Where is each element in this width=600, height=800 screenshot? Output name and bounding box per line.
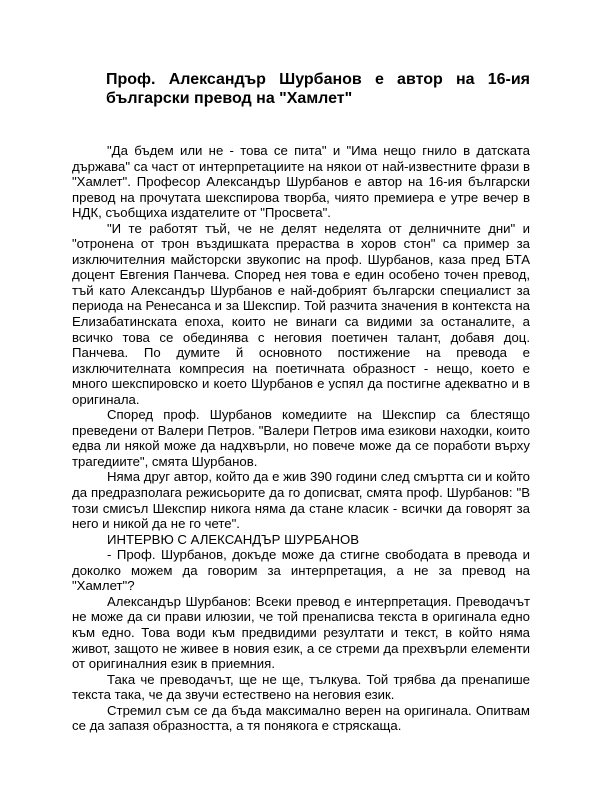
body-paragraph: "И те работят тъй, че не делят неделята от делничните дни" и "отронена от трон въздишката прераства в хоров стон" са пример за изключителния майсторски звукопис на проф. Шурбанов, каза пред БТА доцент Евгения Панчева. Според нея това е един особено точен превод, тъй като Александър Шурбанов е най-добрият български специалист за периода на Ренесанса и за Шекспир. Той разчита значения в контекста на Елизабатинската епоха, които не винаги са видими за останалите, а всичко това се обединява с неговия поетичен талант, добавя доц. Панчева. По думите й основното постижение на превода е изключителната компресия на поетичната образност - нещо, което е много шекспировско и което Шурбанов е успял да постигне адекватно и в оригинала. <box>72 220 530 407</box>
interview-answer: Стремил съм се да бъда максимално верен на оригинала. Опитвам се да запазя образността, а тя понякога е стряскаща. <box>72 702 530 734</box>
interview-answer: Така че преводачът, ще не ще, тълкува. Той трябва да пренапише текста така, че да звучи естествено на неговия език. <box>72 671 530 703</box>
body-paragraph: Според проф. Шурбанов комедиите на Шекспир са блестящо преведени от Валери Петров. "Валери Петров има езикови находки, които едва ли някой може да надхвърли, но повече може да се поработи върху трагедиите", смята Шурбанов. <box>72 407 530 469</box>
article-title: Проф. Александър Шурбанов е автор на 16-ия български превод на "Хамлет" <box>106 71 530 107</box>
interview-answer: Александър Шурбанов: Всеки превод е интерпретация. Преводачът не може да си прави илюзии, че той пренаписва текста в оригинала едно към едно. Това води към предвидими резултати и текст, в който няма живот, защото не живее в новия език, а се стреми да прехвърли елементи от оригиналния език в приемния. <box>72 593 530 672</box>
body-paragraph: "Да бъдем или не - това се пита" и "Има нещо гнило в датската държава" са част от интерпретациите на някои от най-известните фрази в "Хамлет". Професор Александър Шурбанов е автор на 16-ия български превод на прочутата шекспирова творба, чиято премиера е утре вечер в НДК, съобщиха издателите от "Просвета". <box>72 143 530 221</box>
article-body <box>72 143 530 734</box>
interview-question: - Проф. Шурбанов, докъде може да стигне свободата в превода и доколко можем да говорим за интерпретация, а не за превод на "Хамлет"? <box>72 547 530 594</box>
body-paragraph: Няма друг автор, който да е жив 390 години след смъртта си и който да предразполага режисьорите да го дописват, смята проф. Шурбанов: "В този смисъл Шекспир никога няма да стане класик - всички да говорят за него и никой да не го чете". <box>72 469 530 532</box>
interview-heading: ИНТЕРВЮ С АЛЕКСАНДЪР ШУРБАНОВ <box>107 531 360 547</box>
document-page <box>72 70 530 734</box>
